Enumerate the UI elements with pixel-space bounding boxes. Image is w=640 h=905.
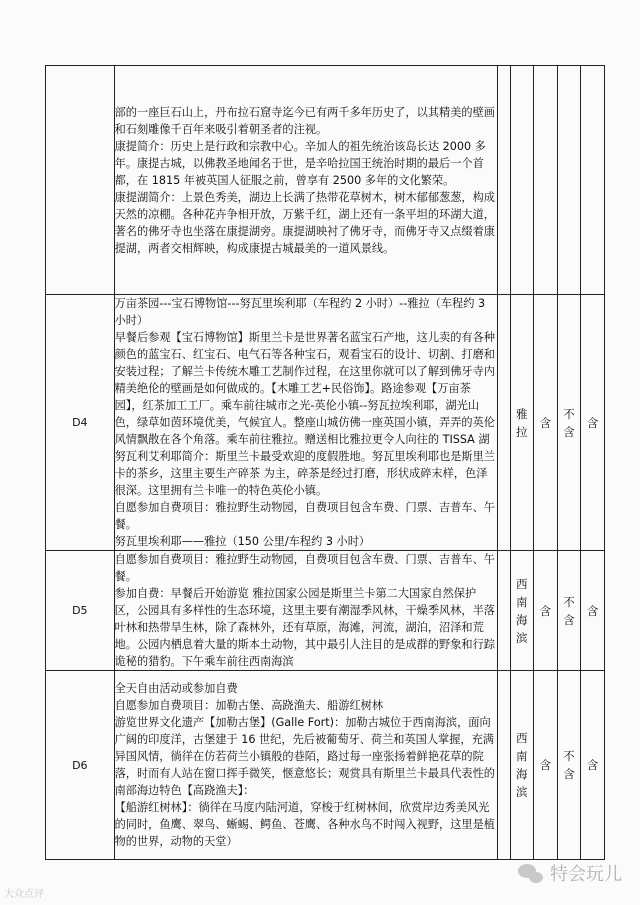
breakfast-cell: 含 <box>534 551 558 671</box>
itinerary-paragraph: 康提简介：历史上是行政和宗教中心。辛加人的祖先统治该岛长达 2000 多年。康提古城，以佛教圣地闻名于世，是辛哈拉国王统治时期的最后一个首都，在 1815 年被英国人征服之前，曾享有 2500 多年的文化繁荣。 <box>114 139 486 187</box>
itinerary-paragraph: 努瓦里埃利耶——雅拉（150 公里/车程约 3 小时） <box>114 535 371 548</box>
watermark-brand-text: 特会玩儿 <box>550 864 622 885</box>
hotel-cell: 雅拉 <box>510 295 534 551</box>
itinerary-paragraph: 康提湖简介：上景色秀美，湖边上长满了热带花草树木，树木郁郁葱葱，构成天然的凉棚。各种花卉争相开放，万紫千红，湖上还有一条平坦的环湖大道，著名的佛牙寺也坐落在康提湖旁。康提湖映衬了佛牙寺，而佛牙寺又点缀着康提湖，两者交相辉映，构成康提古城最美的一道风景线。 <box>114 190 495 255</box>
watermark-source: 大众点评 <box>4 889 44 900</box>
itinerary-paragraph: 游览世界文化遗产【加勒古堡】(Galle Fort)：加勒古城位于西南海滨，面向广阔的印度洋，古堡建于 16 世纪，先后被葡萄牙、荷兰和英国人掌握，充满异国风情，徜徉在仿若荷兰小镇般的巷陌，路过每一座张扬着鲜艳花草的院落，时而有人站在窗口挥手微笑，惬意悠长；观赏具有斯里兰卡最具代表性的南部海边特色【高跷渔夫】： <box>114 716 495 797</box>
hotel-cell: 西南海滨 <box>510 671 534 860</box>
itinerary-content-cell <box>114 551 498 671</box>
hotel-cell <box>510 66 534 295</box>
itinerary-paragraph: 部的一座巨石山上，丹布拉石窟寺迄今已有两千多年历史了，以其精美的壁画和石刻雕像千百年来吸引着朝圣者的注视。 <box>114 105 495 136</box>
itinerary-row <box>46 671 605 860</box>
dinner-cell: 含 <box>581 671 605 860</box>
breakfast-cell: 含 <box>534 671 558 860</box>
day-cell: D5 <box>46 551 115 671</box>
hotel-cell: 西南海滨 <box>510 551 534 671</box>
blank-cell <box>498 551 510 671</box>
itinerary-paragraph: 全天自由活动或参加自费 <box>114 682 238 695</box>
blank-cell <box>498 295 510 551</box>
breakfast-cell: 含 <box>534 295 558 551</box>
lunch-cell: 不含 <box>557 295 581 551</box>
lunch-cell <box>557 66 581 295</box>
itinerary-paragraph: 参加自费：早餐后开始游览 雅拉国家公园是斯里兰卡第二大国家自然保护区，公园具有多样性的生态环境，这里主要有潮湿季风林，干燥季风林，半落叶林和热带旱生林，除了森林外，还有草原，海滩，河流，湖泊，沼泽和荒地。公园内栖息着大量的斯本土动物，其中最引人注目的是成群的野象和行踪诡秘的猎豹。下午乘车前往西南海滨 <box>114 587 495 668</box>
itinerary-paragraph: 自愿参加自费项目：雅拉野生动物园，自费项目包含车费、门票、吉普车、午餐。 <box>114 553 495 583</box>
itinerary-row <box>46 295 605 551</box>
blank-cell <box>498 671 510 860</box>
day-cell: D4 <box>46 295 115 551</box>
itinerary-paragraph: 自愿参加自费项目：雅拉野生动物园，自费项目包含车费、门票、吉普车、午餐。 <box>114 501 495 531</box>
dinner-cell <box>581 66 605 295</box>
dinner-cell: 含 <box>581 551 605 671</box>
itinerary-content-cell <box>114 66 498 295</box>
itinerary-content-cell <box>114 295 498 551</box>
itinerary-row <box>46 66 605 295</box>
lunch-cell: 不含 <box>557 551 581 671</box>
itinerary-paragraph: 【船游红树林】：徜徉在马度内陆河道，穿梭于红树林间，欣赏岸边秀美风光的同时，鱼鹰、翠鸟、蜥蜴、鳄鱼、苍鹰、各种水鸟不时闯入视野，这里是植物的世界，动物的天堂） <box>114 801 495 848</box>
itinerary-content-cell <box>114 671 498 860</box>
dinner-cell: 含 <box>581 295 605 551</box>
wechat-icon <box>518 862 544 884</box>
blank-cell <box>498 66 510 295</box>
lunch-cell: 不含 <box>557 671 581 860</box>
itinerary-paragraph: 万亩茶园---宝石博物馆---努瓦里埃利耶（车程约 2 小时）--雅拉（车程约 3 小时） <box>114 297 486 327</box>
watermark-brand <box>518 860 622 886</box>
day-cell <box>46 66 115 295</box>
itinerary-table <box>45 65 605 860</box>
itinerary-paragraph: 自愿参加自费项目：加勒古堡、高跷渔夫、船游红树林 <box>114 699 384 712</box>
day-cell: D6 <box>46 671 115 860</box>
breakfast-cell <box>534 66 558 295</box>
itinerary-paragraph: 努瓦利艾利耶简介：斯里兰卡最受欢迎的度假胜地。努瓦里埃利耶也是斯里兰卡的茶乡，这里主要生产碎茶 为主，碎茶是经过打磨，形状成碎末样，色泽很深。这里拥有兰卡唯一的特色英伦小镇。 <box>114 450 495 497</box>
itinerary-row <box>46 551 605 671</box>
itinerary-paragraph: 早餐后参观【宝石博物馆】斯里兰卡是世界著名蓝宝石产地，这儿卖的有各种颜色的蓝宝石、红宝石、电气石等各种宝石，观看宝石的设计、切割、打磨和安装过程；了解兰卡传统木雕工艺制作过程，在这里你就可以了解到佛牙寺内精美绝伦的壁画是如何做成的。【木雕工艺+民俗饰】。路途参观【万亩茶园】，红茶加工工厂。乘车前往城市之光-英伦小镇--努瓦拉埃利耶，湖光山色，绿草如茵环境优美，气候宜人。整座山城仿佛一座英国小镇，弄弄的英伦风情飘散在各个角落。乘车前往雅拉。赠送相比雅拉更令人向往的 TISSA 湖 <box>114 331 495 446</box>
